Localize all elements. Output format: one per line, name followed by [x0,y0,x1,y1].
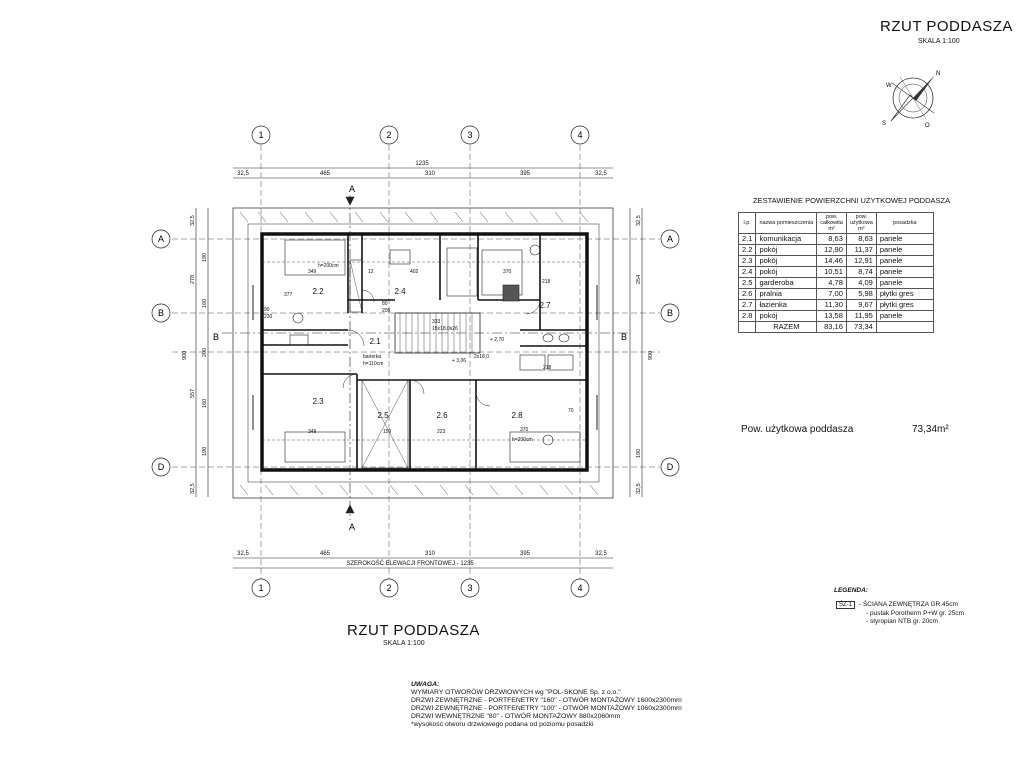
dim-right-2: 900 [648,350,654,360]
legend-line-3: - styropian NTB gr. 20cm [866,618,938,625]
dim-left-4: 160 [202,298,208,308]
cell-name: komunikacja [756,234,817,245]
dim-left-0: 32,5 [190,215,196,226]
cell-floor: panele [876,245,933,256]
cell-lp: 2.2 [739,245,756,256]
header-scale: SKALA 1:100 [918,38,960,45]
cell-usable: 12,91 [846,256,876,267]
header-lp: l.p. [739,213,756,234]
bottom-title: RZUT PODDASZA [347,622,480,639]
cell-total-sum: 83,16 [817,322,847,333]
dim-223: 223 [437,429,446,435]
section-b-left: B [212,332,220,342]
cell-total: 8,63 [817,234,847,245]
compass-w: W [886,83,892,89]
dim-facade-label: SZEROKOŚĆ ELEWACJI FRONTOWEJ - 1235 [346,561,474,567]
table-row [739,311,934,322]
grid-col-3-bottom: 3 [467,583,473,593]
cell-total: 7,00 [817,289,847,300]
cell-lp: 2.3 [739,256,756,267]
cell-usable: 11,95 [846,311,876,322]
room-2-2: 2.2 [312,287,324,296]
area-table [738,212,934,333]
cell-name: pokój [756,245,817,256]
cell-total: 4,78 [817,278,847,289]
dim-159: 159 [383,429,392,435]
grid-col-3-top: 3 [467,130,473,140]
balustrade-height: h=110cm [363,361,384,367]
dim-right-0: 32,5 [636,215,642,226]
cell-total: 10,51 [817,267,847,278]
room-2-6: 2.6 [436,411,448,420]
cell-lp: 2.8 [739,311,756,322]
header-title: RZUT PODDASZA [880,18,1013,35]
cell-name: łazienka [756,300,817,311]
cell-name: pokój [756,311,817,322]
dim-right-1: 254 [636,274,642,284]
header-total: pow. całkowita m² [817,213,847,234]
table-row [739,300,934,311]
table-total-row [739,322,934,333]
notes-line-2: DRZWI ZEWNĘTRZNE - PORTFENETRY "160" - OTWÓR MONTAŻOWY 1600x2300mm [411,697,682,704]
header-usable: pow. użytkowa m² [846,213,876,234]
cell-floor: płytki gres [876,289,933,300]
room-2-8: 2.8 [511,411,523,420]
cell-floor: panele [876,234,933,245]
dim-230: 230 [264,314,273,320]
dim-left-3: 900 [182,350,188,360]
area-table-title: ZESTAWIENIE POWIERZCHNI UŻYTKOWEJ PODDASZA [753,196,951,205]
room-2-3: 2.3 [312,397,324,406]
dim-370-top: 370 [503,269,512,275]
dim-seg-3-bottom: 395 [519,551,531,557]
grid-row-d-left: D [157,462,165,472]
grid-col-4-bottom: 4 [577,583,583,593]
grid-col-1-bottom: 1 [258,583,264,593]
compass-s: S [882,121,887,127]
notes-line-5: *wysokość otworu drzwiowego podana od poziomu posadzki [411,721,594,728]
table-row [739,234,934,245]
cell-lp: 2.4 [739,267,756,278]
cell-lp: 2.5 [739,278,756,289]
legend-title: LEGENDA: [834,587,868,594]
table-row [739,256,934,267]
dim-left-9: 32,5 [190,483,196,494]
dim-370-bottom: 370 [520,427,529,433]
dim-377: 377 [284,292,293,298]
compass-rose [880,65,950,130]
grid-row-b-right: B [666,308,674,318]
dim-edge-top-right: 32,5 [595,171,607,177]
dim-left-6: 557 [190,388,196,398]
dim-seg-1-bottom: 465 [319,551,331,557]
grid-row-d-right: D [666,462,674,472]
cell-usable: 9,67 [846,300,876,311]
compass-n: N [936,71,941,77]
section-a-top: A [348,184,356,194]
dim-seg-3-top: 395 [519,171,531,177]
notes-line-4: DRZWI WEWNĘTRZNE "80" - OTWÓR MONTAŻOWY 880x2060mm [411,713,621,720]
header-floor: posadzka [876,213,933,234]
stairs-width: 333 [432,319,441,325]
room-2-1: 2.1 [369,337,381,346]
dim-218-top: 218 [542,279,551,285]
room-2-4: 2.4 [394,287,406,296]
dim-right-3: 190 [636,448,642,458]
section-a-bottom: A [348,522,356,532]
bed-height-2-2: h=200cm [318,263,339,269]
cell-total: 11,30 [817,300,847,311]
dim-seg-2-bottom: 310 [424,551,436,557]
dim-349-top: 349 [308,269,317,275]
level-2-70: + 2,70 [490,337,505,343]
cell-floor: panele [876,311,933,322]
dim-edge-top-left: 32,5 [237,171,249,177]
dim-349-bottom: 349 [308,429,317,435]
dim-seg-1-top: 465 [319,171,331,177]
dim-left-8: 190 [202,446,208,456]
cell-floor: płytki gres [876,300,933,311]
bed-height-2-8: h=200cm [512,437,533,443]
cell-floor: panele [876,267,933,278]
dim-edge-bottom-right: 32,5 [595,551,607,557]
dim-80: 80 [382,301,388,307]
level-3-06: + 3,06 [452,358,467,364]
legend-line-1: - ŚCIANA ZEWNĘTRZA GR.45cm [859,601,958,608]
room-2-5: 2.5 [377,411,389,420]
notes-line-1: WYMIARY OTWORÓW DRZWIOWYCH wg "POL-SKONE Sp. z o.o." [411,689,621,696]
cell-usable: 8,74 [846,267,876,278]
dim-total-top: 1235 [415,161,429,167]
grid-row-b-left: B [157,308,165,318]
notes-title: UWAGA: [411,681,440,688]
cell-usable: 4,09 [846,278,876,289]
dim-left-1: 278 [190,274,196,284]
cell-total: 13,58 [817,311,847,322]
cell-lp: 2.6 [739,289,756,300]
usable-area-label: Pow. użytkowa poddasza [741,424,854,435]
dim-edge-bottom-left: 32,5 [237,551,249,557]
cell-total-label: RAZEM [756,322,817,333]
cell-name: garderoba [756,278,817,289]
compass-o: O [925,123,930,129]
grid-row-a-right: A [666,234,674,244]
dim-205: 205 [382,308,391,314]
stairs-label: 15x18,0x26 [432,326,458,332]
balustrade-label: barierka [363,354,382,360]
legend-code: ŚZ-1 [836,601,855,609]
cell-total: 12,90 [817,245,847,256]
dim-left-7: 160 [202,398,208,408]
area-table-header [739,213,934,234]
legend-line-2: - pustak Porotherm P+W gr. 25cm [866,610,965,617]
dim-left-2: 190 [202,252,208,262]
section-b-right: B [620,332,628,342]
cell-floor: panele [876,278,933,289]
cell-name: pokój [756,267,817,278]
dim-402: 402 [410,269,419,275]
header-name: nazwa pomieszczenia [756,213,817,234]
grid-col-4-top: 4 [577,130,583,140]
level-2x18: 2x18,0 [474,354,490,360]
grid-col-2-top: 2 [386,130,392,140]
cell-lp: 2.1 [739,234,756,245]
cell-usable: 8,63 [846,234,876,245]
cell-usable: 5,98 [846,289,876,300]
room-2-7: 2.7 [539,301,551,310]
cell-name: pokój [756,256,817,267]
usable-area-value: 73,34m² [912,424,949,435]
dim-12: 12 [368,269,374,275]
bottom-scale: SKALA 1:100 [383,640,425,647]
cell-usable: 11,37 [846,245,876,256]
table-row [739,245,934,256]
table-row [739,267,934,278]
cell-usable-sum: 73,34 [846,322,876,333]
dim-right-4: 32,5 [636,483,642,494]
cell-floor: panele [876,256,933,267]
table-row [739,278,934,289]
table-row [739,289,934,300]
notes-block [411,681,682,729]
dim-seg-2-top: 310 [424,171,436,177]
dim-90: 90 [264,307,270,313]
grid-col-1-top: 1 [258,130,264,140]
cell-lp: 2.7 [739,300,756,311]
cell-total: 14,46 [817,256,847,267]
dim-218-bottom: 218 [543,365,552,371]
dim-left-5: 200 [202,347,208,357]
dim-70: 70 [568,408,574,414]
grid-col-2-bottom: 2 [386,583,392,593]
notes-line-3: DRZWI ZEWNĘTRZNE - PORTFENETRY "100" - OTWÓR MONTAŻOWY 1060x2300mm [411,705,682,712]
grid-row-a-left: A [157,234,165,244]
cell-name: pralnia [756,289,817,300]
